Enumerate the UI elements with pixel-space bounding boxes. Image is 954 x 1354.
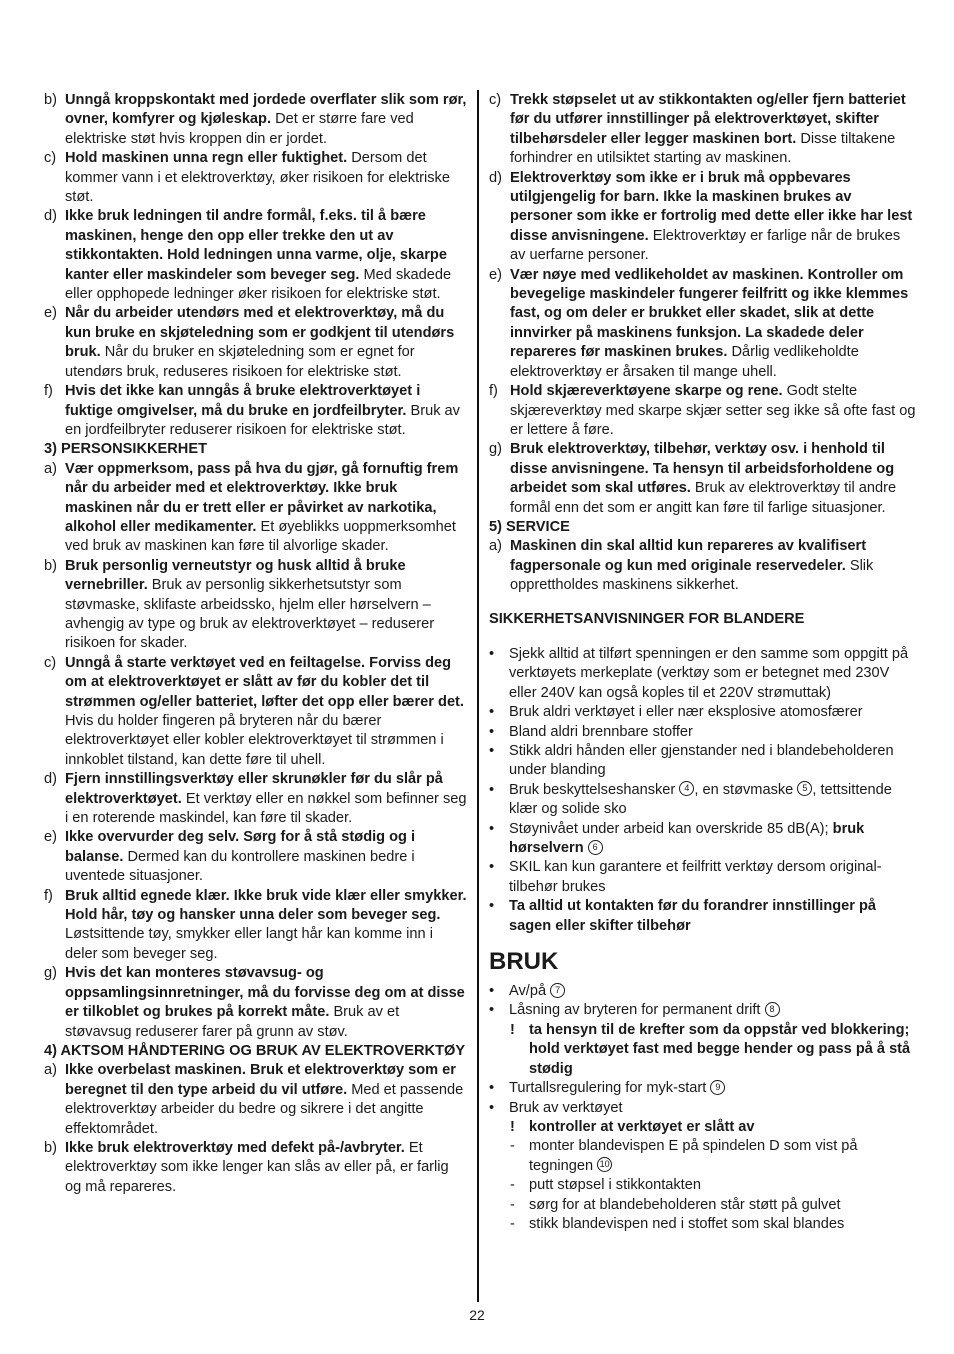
callout-number: 6 bbox=[588, 840, 603, 855]
dash-item bbox=[489, 1196, 917, 1215]
bullet-text: Turtallsregulering for myk-start bbox=[509, 1080, 711, 1097]
item-label: c) bbox=[44, 654, 57, 671]
item-text: Bruk av elektroverktøy til andre formål enn det som er angitt kan føre til farlige situasjoner. bbox=[510, 480, 897, 516]
list-item bbox=[44, 557, 468, 654]
dash-text: sørg for at blandebeholderen står støtt på gulvet bbox=[529, 1196, 841, 1213]
list-item bbox=[489, 91, 917, 169]
bullet-text: , en støvmaske bbox=[694, 781, 798, 798]
item-label: b) bbox=[44, 1139, 57, 1156]
bullet-text: Bruk av verktøyet bbox=[509, 1099, 623, 1116]
item-label: b) bbox=[44, 557, 57, 574]
list-item bbox=[489, 169, 917, 266]
bullet-item bbox=[489, 858, 917, 897]
item-label: f) bbox=[44, 887, 53, 904]
item-text: Disse tiltakene forhindrer en utilsiktet starting av maskinen. bbox=[510, 130, 896, 167]
callout-number: 10 bbox=[597, 1157, 612, 1172]
item-text: Dermed kan du kontrollere maskinen bedre i uventede situasjoner. bbox=[65, 848, 415, 885]
item-text: Bruk av personlig sikkerhetsutstyr som støvmaske, sklifaste arbeidssko, hjelm eller hørselvern – avhengig av type og bruk av elektroverktøyet – reduserer risikoen for skader. bbox=[65, 577, 435, 652]
item-bold-text: Unngå å starte verktøyet ved en feiltagelse. Forviss deg om at elektroverktøyet er slått av før du kobler det til strømmen og/eller batteriet, løfter det opp eller bærer det. bbox=[65, 654, 464, 710]
dash-mark: - bbox=[510, 1196, 515, 1213]
dash-item bbox=[489, 1215, 917, 1234]
list-item bbox=[489, 537, 917, 595]
safety-heading: SIKKERHETSANVISNINGER FOR BLANDERE bbox=[489, 610, 805, 627]
list-item bbox=[44, 887, 468, 965]
dash-text: putt støpsel i stikkontakten bbox=[529, 1177, 701, 1194]
item-text: Slik opprettholdes maskinens sikkerhet. bbox=[510, 557, 874, 594]
bullet-dot: • bbox=[489, 723, 495, 740]
bullet-item bbox=[489, 1099, 917, 1118]
section-heading: 3) PERSONSIKKERHET bbox=[44, 441, 207, 458]
item-label: d) bbox=[489, 169, 502, 186]
list-item bbox=[44, 770, 468, 828]
bullet-item bbox=[489, 723, 917, 742]
bullet-text: Bland aldri brennbare stoffer bbox=[509, 723, 693, 740]
bullet-dot: • bbox=[489, 704, 495, 721]
item-bold-text: Ikke bruk ledningen til andre formål, f.eks. til å bære maskinen, henge den opp eller trekke den ut av stikkontakten. Hold ledningen unna varme, olje, skarpe kanter eller maskindeler som beveger seg. bbox=[65, 208, 447, 283]
item-bold-text: Hvis det kan monteres støvavsug- og oppsamlingsinnretninger, må du forvisse deg om at disse er tilkoblet og brukes på korrekt måte. bbox=[65, 965, 465, 1021]
right-column bbox=[489, 91, 917, 1234]
left-column bbox=[44, 91, 468, 1197]
item-label: a) bbox=[44, 460, 57, 477]
item-bold-text: Unngå kroppskontakt med jordede overflater slik som rør, ovner, komfyrer og kjøleskap. bbox=[65, 92, 467, 128]
section-heading: 5) SERVICE bbox=[489, 518, 570, 535]
bullet-text: Sjekk alltid at tilført spenningen er den samme som oppgitt på verktøyets merkeplate (verktøy som er betegnet med 230V eller 240V kan også koples til et 220V strømuttak) bbox=[509, 645, 909, 701]
bullet-item bbox=[489, 1079, 917, 1098]
item-bold-text: Hold skjæreverktøyene skarpe og rene. bbox=[510, 383, 783, 400]
page-number: 22 bbox=[469, 1307, 485, 1323]
warning-item bbox=[489, 1118, 917, 1137]
item-bold-text: Maskinen din skal alltid kun repareres av kvalifisert fagpersonale og kun med originale reservedeler. bbox=[510, 538, 867, 574]
callout-number: 9 bbox=[710, 1080, 725, 1095]
list-item bbox=[44, 1139, 468, 1197]
bullet-item bbox=[489, 781, 917, 820]
item-text: Et verktøy eller en nøkkel som befinner seg i en roterende maskindel, kan føre til skader. bbox=[65, 790, 467, 827]
bullet-dot: • bbox=[489, 983, 495, 1000]
list-item bbox=[44, 382, 468, 440]
dash-text: stikk blandevispen ned i stoffet som skal blandes bbox=[529, 1215, 845, 1232]
callout-number: 5 bbox=[797, 781, 812, 796]
bullet-bold-text: bruk hørselvern bbox=[509, 820, 865, 857]
warning-item bbox=[489, 1021, 917, 1079]
callout-number: 7 bbox=[550, 983, 565, 998]
bullet-item bbox=[489, 645, 917, 703]
list-item bbox=[44, 964, 468, 1042]
warning-text: kontroller at verktøyet er slått av bbox=[529, 1118, 755, 1135]
bullet-item bbox=[489, 703, 917, 722]
item-bold-text: Når du arbeider utendørs med et elektroverktøy, må du kun bruke en skjøteledning som er godkjent til utendørs bruk. bbox=[65, 305, 455, 361]
bullet-text: SKIL kan kun garantere et feilfritt verktøy dersom original-tilbehør brukes bbox=[509, 859, 882, 895]
item-bold-text: Ikke overbelast maskinen. Bruk et elektroverktøy som er beregnet til den type arbeid du vil utføre. bbox=[65, 1062, 456, 1098]
dash-item bbox=[489, 1176, 917, 1195]
bullet-text: Av/på bbox=[509, 983, 551, 1000]
item-label: f) bbox=[489, 383, 498, 400]
item-text: Med skadede eller opphopede ledninger øker risikoen for elektriske støt. bbox=[65, 266, 452, 303]
warning-text: ta hensyn til de krefter som da oppstår ved blokkering; hold verktøyet fast med begge hender og pass på å stå stødig bbox=[529, 1021, 911, 1077]
bullet-item bbox=[489, 982, 917, 1001]
item-label: e) bbox=[489, 266, 502, 283]
dash-mark: - bbox=[510, 1138, 515, 1155]
item-text: Dersom det kommer vann i et elektroverktøy, øker risikoen for elektriske støt. bbox=[65, 150, 450, 206]
list-item bbox=[44, 654, 468, 770]
list-item bbox=[44, 207, 468, 304]
item-text: Løstsittende tøy, smykker eller langt hår kan komme inn i deler som beveger seg. bbox=[65, 926, 433, 962]
bullet-item bbox=[489, 742, 917, 781]
item-text: Et elektroverktøy som ikke lenger kan slås av eller på, er farlig og må repareres. bbox=[65, 1139, 449, 1195]
bullet-dot: • bbox=[489, 1080, 495, 1097]
item-label: g) bbox=[489, 441, 502, 458]
dash-text: monter blandevispen E på spindelen D som vist på tegningen bbox=[529, 1138, 858, 1174]
item-text: Med et passende elektroverktøy arbeider du bedre og sikrere i det angitte effektområdet. bbox=[65, 1081, 464, 1137]
bullet-bold-text: Ta alltid ut kontakten før du forandrer innstillinger på sagen eller skifter tilbehør bbox=[509, 898, 877, 934]
item-label: f) bbox=[44, 383, 53, 400]
item-bold-text: Vær nøye med vedlikeholdet av maskinen. Kontroller om bevegelige maskindeler fungerer feilfritt og ikke klemmes fast, og om deler er brukket eller skadet, slik at dette innvirker på maskinens funksjon. La skadede deler repareres før maskinen brukes. bbox=[510, 266, 909, 361]
bullet-dot: • bbox=[489, 1099, 495, 1116]
item-bold-text: Bruk personlig verneutstyr og husk alltid å bruke vernebriller. bbox=[65, 557, 406, 594]
bullet-dot: • bbox=[489, 645, 495, 662]
item-bold-text: Elektroverktøy som ikke er i bruk må oppbevares utilgjengelig for barn. Ikke la maskinen brukes av personer som ikke er fortrolig med dette eller ikke har lest disse anvisningene. bbox=[510, 169, 913, 244]
item-text: Et øyeblikks uoppmerksomhet ved bruk av maskinen kan føre til alvorlige skader. bbox=[65, 518, 456, 555]
bullet-dot: • bbox=[489, 1002, 495, 1019]
item-label: e) bbox=[44, 305, 57, 322]
item-text: Hvis du holder fingeren på bryteren når du bærer elektroverktøyet eller kobler elektroverktøyet til strømmen i innkoblet tilstand, kan dette føre til uhell. bbox=[65, 713, 444, 768]
list-item bbox=[44, 828, 468, 886]
warning-mark: ! bbox=[510, 1118, 515, 1135]
item-text: Elektroverktøy er farlige når de brukes av uerfarne personer. bbox=[510, 227, 901, 264]
item-bold-text: Hold maskinen unna regn eller fuktighet. bbox=[65, 150, 348, 167]
item-text: Godt stelte skjæreverktøy med skarpe skjær setter seg ikke så ofte fast og er lettere å føre. bbox=[510, 383, 916, 438]
item-bold-text: Ikke bruk elektroverktøy med defekt på-/avbryter. bbox=[65, 1139, 405, 1156]
warning-mark: ! bbox=[510, 1021, 515, 1038]
bullet-text: Låsning av bryteren for permanent drift bbox=[509, 1002, 765, 1019]
item-label: d) bbox=[44, 208, 57, 225]
list-item bbox=[489, 440, 917, 518]
list-item bbox=[44, 149, 468, 207]
item-bold-text: Fjern innstillingsverktøy eller skrunøkler før du slår på elektroverktøyet. bbox=[65, 771, 443, 807]
item-text: Når du bruker en skjøteledning som er egnet for utendørs bruk, reduseres risikoen for elektriske støt. bbox=[65, 344, 415, 380]
section-title-bruk: BRUK bbox=[489, 948, 559, 976]
dash-mark: - bbox=[510, 1177, 515, 1194]
item-bold-text: Bruk elektroverktøy, tilbehør, verktøy osv. i henhold til disse anvisningene. Ta hensyn til arbeidsforholdene og arbeidet som skal utføres. bbox=[510, 441, 895, 497]
bullet-item bbox=[489, 897, 917, 936]
item-text: Dårlig vedlikeholdte elektroverktøy er årsaken til mange uhell. bbox=[510, 344, 859, 380]
dash-item bbox=[489, 1137, 917, 1176]
bullet-dot: • bbox=[489, 859, 495, 876]
item-bold-text: Hvis det ikke kan unngås å bruke elektroverktøyet i fuktige omgivelser, må du bruke en jordfeilbryter. bbox=[65, 383, 421, 419]
list-item bbox=[44, 304, 468, 382]
item-bold-text: Ikke overvurder deg selv. Sørg for å stå stødig og i balanse. bbox=[65, 829, 416, 865]
item-label: c) bbox=[489, 92, 502, 108]
bullet-text: Bruk beskyttelseshansker bbox=[509, 781, 680, 798]
item-text: Bruk av en jordfeilbryter reduserer risikoen for elektriske støt. bbox=[65, 402, 460, 438]
bullet-dot: • bbox=[489, 781, 495, 798]
item-label: g) bbox=[44, 965, 57, 982]
item-bold-text: Vær oppmerksom, pass på hva du gjør, gå fornuftig frem når du arbeider med et elektroverktøy. Ikke bruk maskinen når du er trett eller er påvirket av narkotika, alkohol eller medikamenter. bbox=[65, 460, 459, 535]
dash-mark: - bbox=[510, 1215, 515, 1232]
bullet-text: Stikk aldri hånden eller gjenstander ned i blandebeholderen under blanding bbox=[509, 743, 894, 779]
item-label: a) bbox=[489, 538, 502, 555]
bullet-dot: • bbox=[489, 820, 495, 837]
item-text: Bruk av et støvavsug reduserer farer på grunn av støv. bbox=[65, 1004, 400, 1040]
list-item bbox=[44, 460, 468, 557]
item-label: b) bbox=[44, 92, 57, 108]
bullet-text: Bruk aldri verktøyet i eller nær eksplosive atomosfærer bbox=[509, 704, 863, 721]
callout-number: 8 bbox=[765, 1002, 780, 1017]
list-item bbox=[44, 91, 468, 149]
column-divider bbox=[477, 90, 479, 1302]
bullet-item bbox=[489, 1001, 917, 1020]
list-item bbox=[489, 266, 917, 382]
bullet-dot: • bbox=[489, 898, 495, 915]
list-item bbox=[44, 1061, 468, 1139]
bullet-text: , tettsittende klær og solide sko bbox=[509, 781, 892, 818]
item-label: e) bbox=[44, 829, 57, 846]
section-heading: 4) AKTSOM HÅNDTERING OG BRUK AV ELEKTROVERKTØY bbox=[44, 1042, 466, 1059]
bullet-dot: • bbox=[489, 743, 495, 759]
item-bold-text: Trekk støpselet ut av stikkontakten og/eller fjern batteriet før du utfører innstillinger på elektroverktøyet, skifter tilbehørsdeler eller legger maskinen bort. bbox=[510, 92, 906, 147]
bullet-item bbox=[489, 820, 917, 859]
item-bold-text: Bruk alltid egnede klær. Ikke bruk vide klær eller smykker. Hold hår, tøy og hansker unna deler som beveger seg. bbox=[65, 887, 467, 924]
item-label: d) bbox=[44, 771, 57, 788]
item-label: a) bbox=[44, 1062, 57, 1079]
item-text: Det er større fare ved elektriske støt hvis kroppen din er jordet. bbox=[65, 111, 414, 147]
callout-number: 4 bbox=[679, 781, 694, 796]
item-label: c) bbox=[44, 150, 57, 167]
bullet-text: Støynivået under arbeid kan overskride 85 dB(A); bbox=[509, 820, 833, 837]
list-item bbox=[489, 382, 917, 440]
